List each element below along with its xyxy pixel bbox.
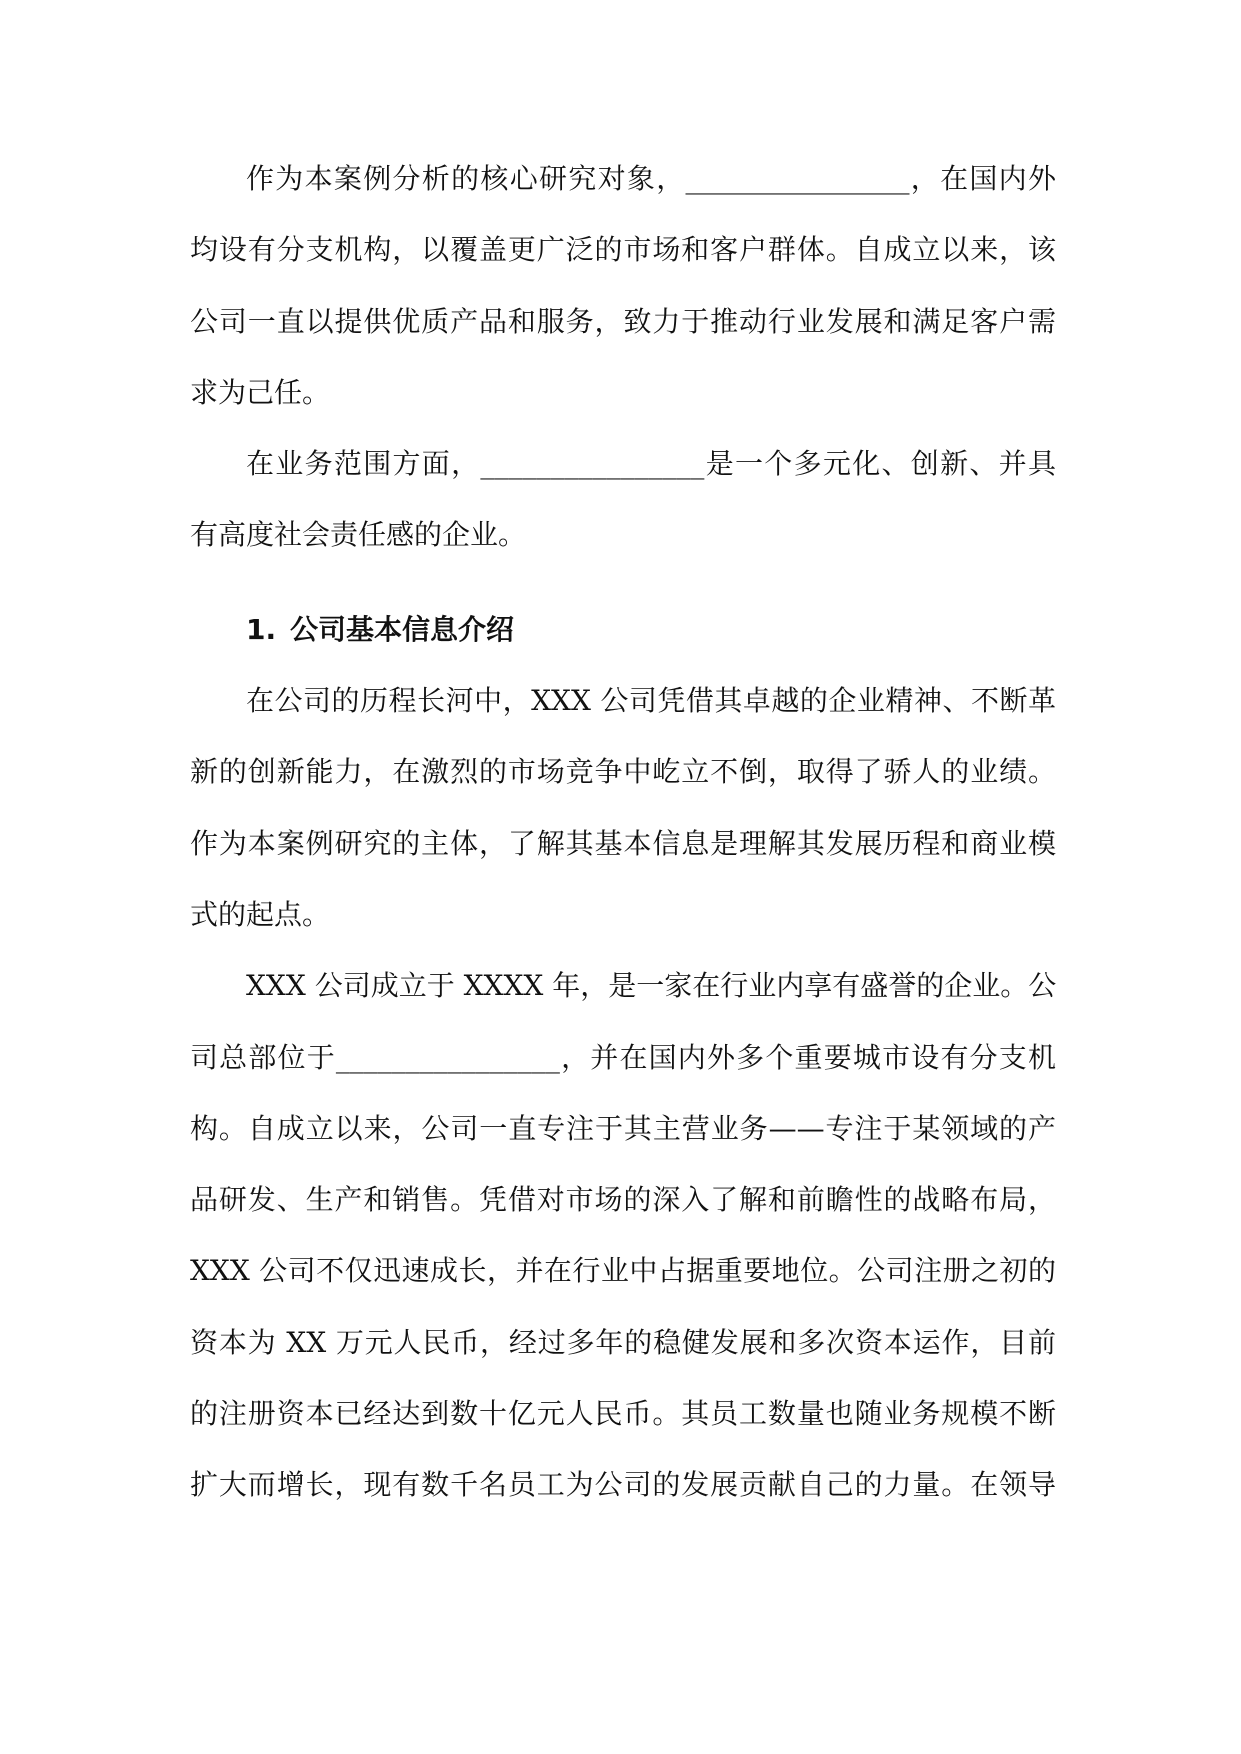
paragraph-section-1 — [190, 665, 1056, 950]
text-line: 作为本案例研究的主体，了解其基本信息是理解其发展历程和商业模 — [190, 826, 1056, 860]
text-line: 有高度社会责任感的企业。 — [190, 518, 527, 552]
text-line: 新的创新能力，在激烈的市场竞争中屹立不倒，取得了骄人的业绩。 — [190, 755, 1056, 789]
text-line: 在公司的历程长河中，XXX 公司凭借其卓越的企业精神、不断革 — [246, 684, 1056, 718]
paragraph-intro-1 — [190, 143, 1056, 428]
text-line: 式的起点。 — [190, 897, 331, 931]
text-line: 求为己任。 — [190, 375, 331, 409]
text-line: 在业务范围方面，________________是一个多元化、创新、并具 — [246, 447, 1056, 481]
text-line: 构。自成立以来，公司一直专注于其主营业务——专注于某领域的产 — [190, 1111, 1056, 1145]
text-line: 公司一直以提供优质产品和服务，致力于推动行业发展和满足客户需 — [190, 304, 1056, 338]
paragraph-section-2 — [190, 950, 1056, 1520]
section-title: 公司基本信息介绍 — [290, 612, 515, 646]
text-line: 资本为 XX 万元人民币，经过多年的稳健发展和多次资本运作，目前 — [190, 1325, 1056, 1359]
text-line: 品研发、生产和销售。凭借对市场的深入了解和前瞻性的战略布局， — [190, 1183, 1056, 1217]
section-heading — [190, 594, 1056, 665]
text-line: 扩大而增长，现有数千名员工为公司的发展贡献自己的力量。在领导 — [190, 1468, 1056, 1502]
document-body — [190, 143, 1056, 1521]
paragraph-intro-2 — [190, 428, 1056, 571]
text-line: 司总部位于________________，并在国内外多个重要城市设有分支机 — [190, 1040, 1056, 1074]
text-line: 的注册资本已经达到数十亿元人民币。其员工数量也随业务规模不断 — [190, 1397, 1056, 1431]
text-line: XXX 公司不仅迅速成长，并在行业中占据重要地位。公司注册之初的 — [190, 1254, 1056, 1288]
text-line: 作为本案例分析的核心研究对象，________________，在国内外 — [246, 162, 1056, 195]
text-line: XXX 公司成立于 XXXX 年，是一家在行业内享有盛誉的企业。公 — [246, 969, 1057, 1003]
section-number: 1. — [246, 612, 277, 646]
text-line: 均设有分支机构，以覆盖更广泛的市场和客户群体。自成立以来，该 — [190, 233, 1056, 267]
